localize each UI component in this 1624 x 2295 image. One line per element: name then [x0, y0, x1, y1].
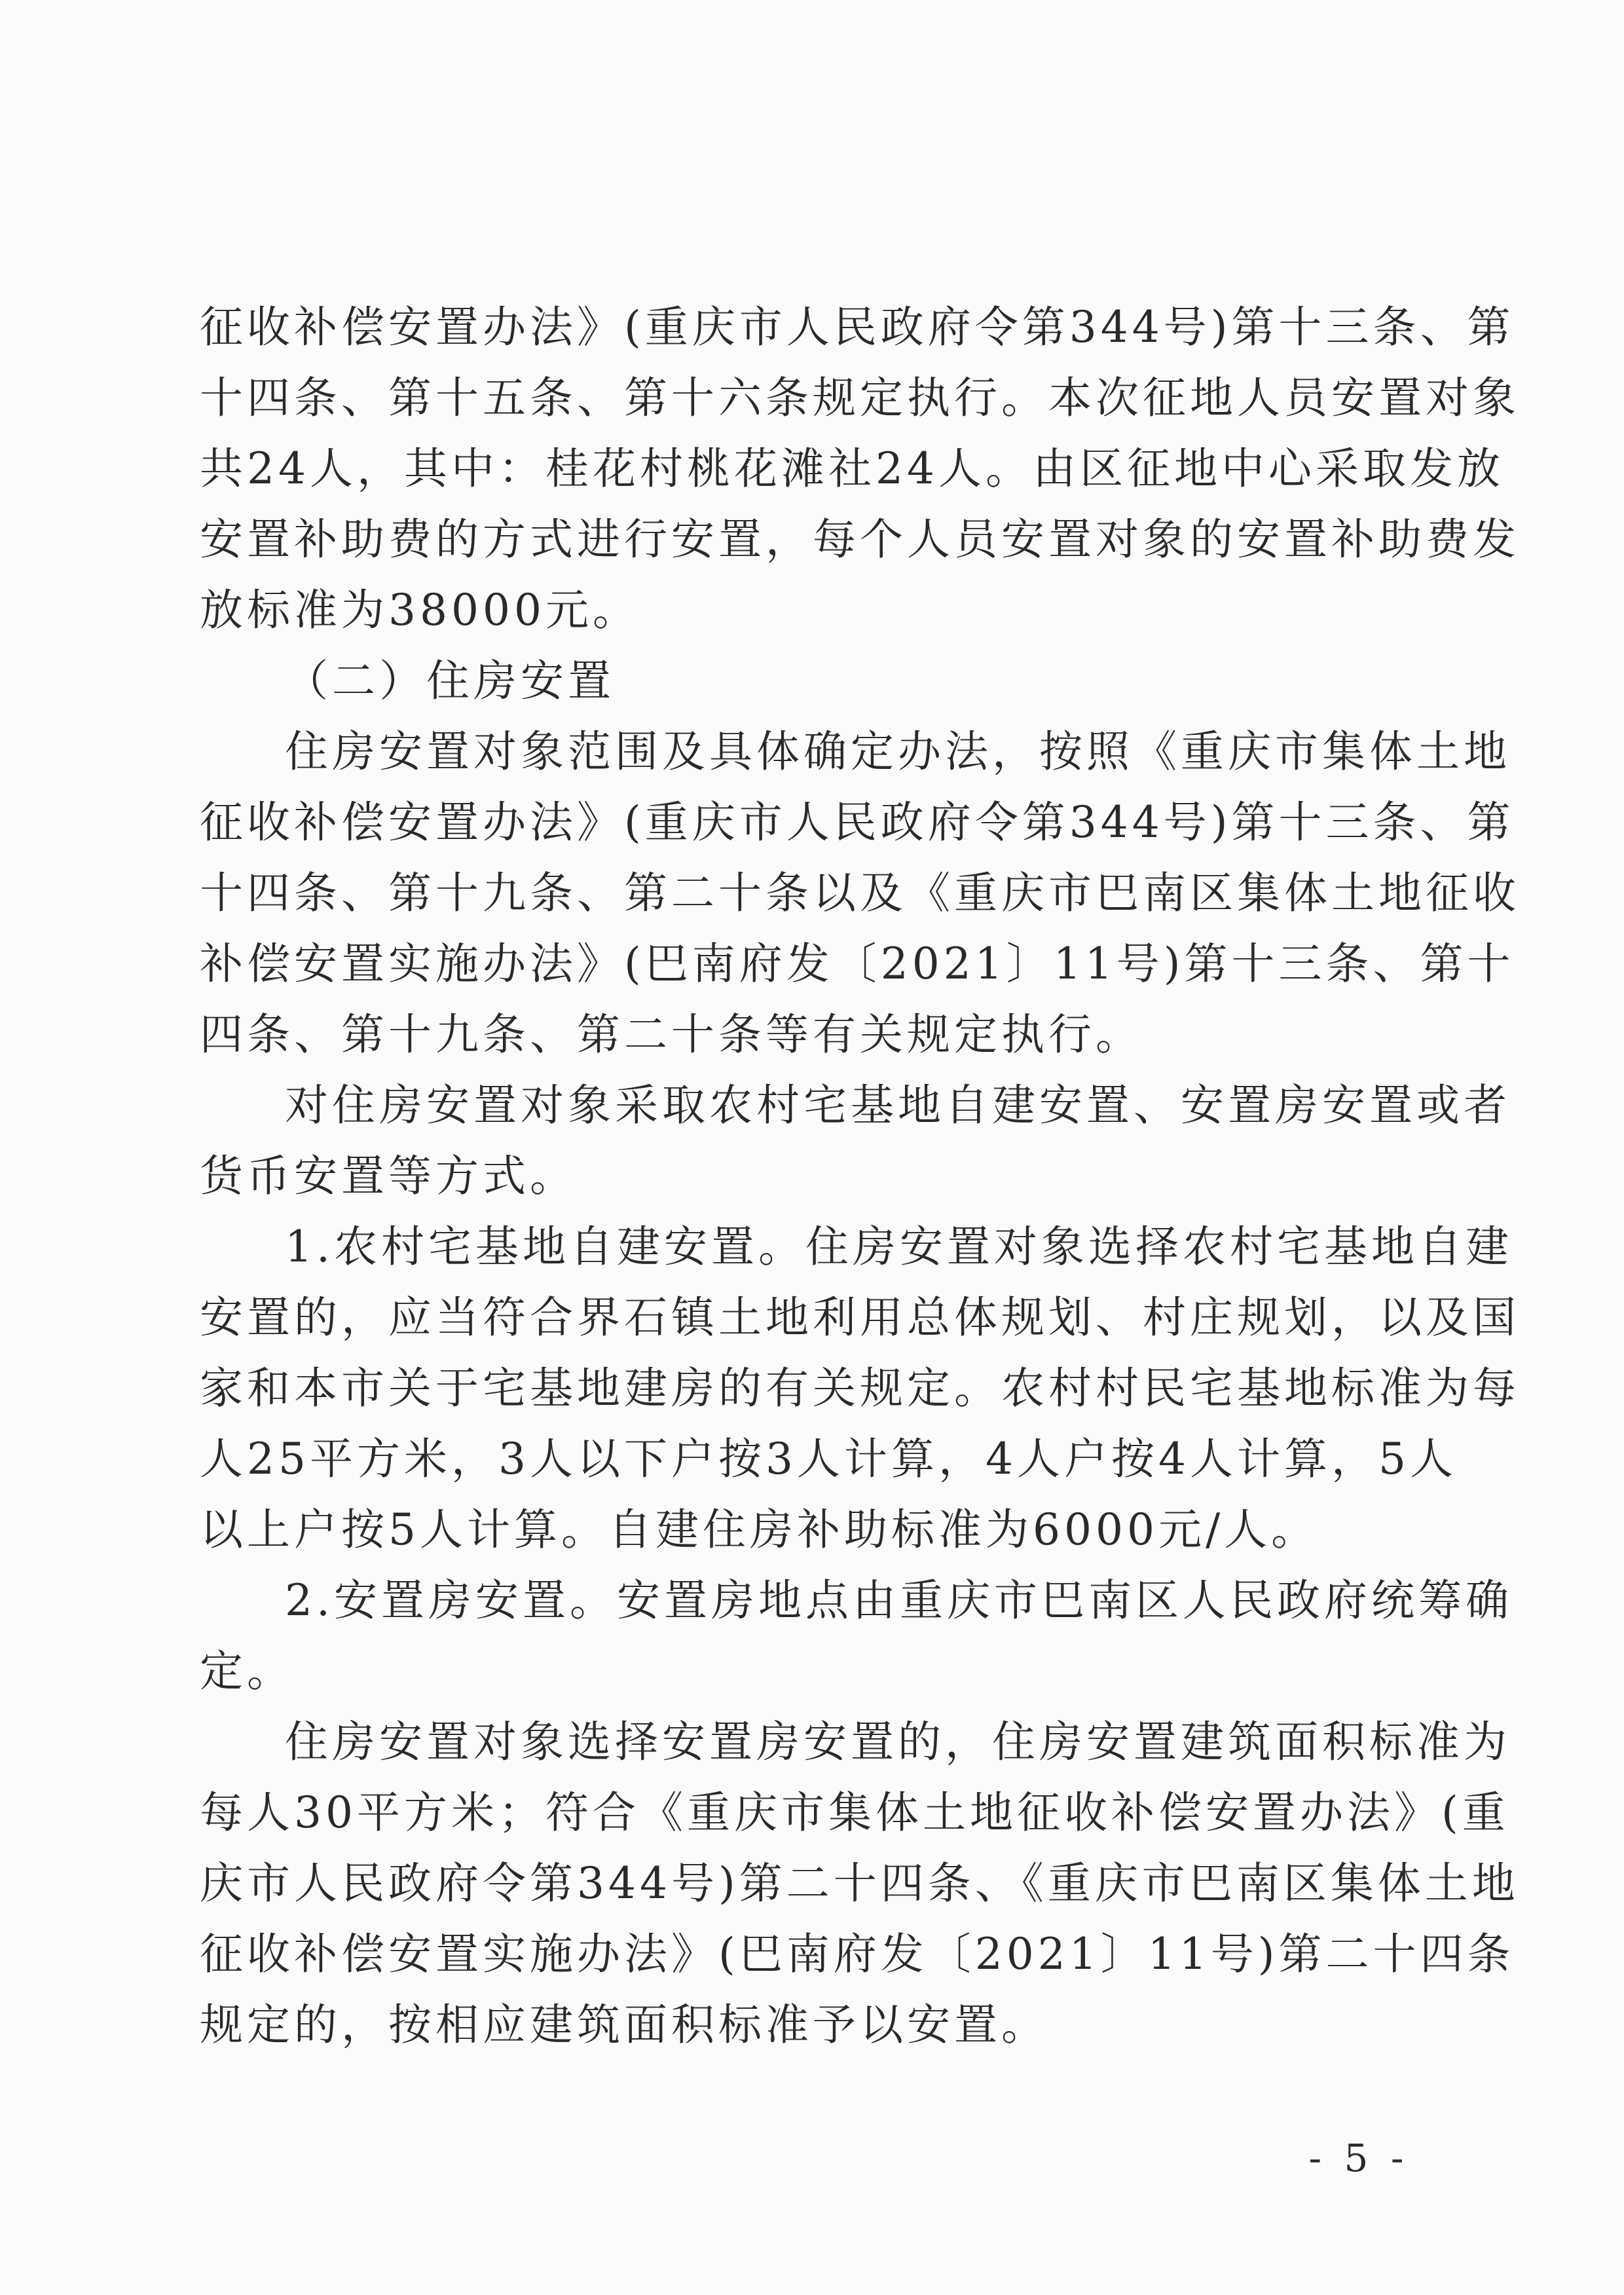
paragraph-line: 货币安置等方式。 — [200, 1151, 577, 1201]
paragraph-line: 四条、第十九条、第二十条等有关规定执行。 — [200, 1009, 1143, 1060]
paragraph-line: 征收补偿安置办法》(重庆市人民政府令第344号)第十三条、第 — [200, 797, 1515, 848]
paragraph-line: 对住房安置对象采取农村宅基地自建安置、安置房安置或者 — [285, 1080, 1511, 1130]
paragraph-line: 补偿安置实施办法》(巴南府发〔2021〕11号)第十三条、第十 — [200, 939, 1515, 989]
section-heading: （二）住房安置 — [285, 656, 615, 706]
paragraph-line: 安置补助费的方式进行安置，每个人员安置对象的安置补助费发 — [200, 514, 1520, 565]
paragraph-line: 住房安置对象范围及具体确定办法，按照《重庆市集体土地 — [285, 726, 1511, 777]
paragraph-line: 十四条、第十九条、第二十条以及《重庆市巴南区集体土地征收 — [200, 868, 1520, 918]
paragraph-line: 2.安置房安置。安置房地点由重庆市巴南区人民政府统筹确 — [285, 1575, 1513, 1626]
paragraph-line: 以上户按5人计算。自建住房补助标准为6000元/人。 — [200, 1504, 1319, 1555]
paragraph-line: 庆市人民政府令第344号)第二十四条、《重庆市巴南区集体土地 — [200, 1858, 1519, 1909]
paragraph-line: 征收补偿安置办法》(重庆市人民政府令第344号)第十三条、第 — [200, 302, 1515, 352]
paragraph-line: 共24人，其中：桂花村桃花滩社24人。由区征地中心采取发放 — [200, 443, 1504, 494]
paragraph-line: 征收补偿安置实施办法》(巴南府发〔2021〕11号)第二十四条 — [200, 1929, 1515, 1979]
paragraph-line: 每人30平方米；符合《重庆市集体土地征收补偿安置办法》(重 — [200, 1787, 1509, 1838]
page-number: - 5 - — [1308, 2136, 1409, 2180]
paragraph-line: 家和本市关于宅基地建房的有关规定。农村村民宅基地标准为每 — [200, 1363, 1520, 1413]
paragraph-line: 人25平方米，3人以下户按3人计算，4人户按4人计算，5人 — [200, 1434, 1457, 1484]
paragraph-line: 定。 — [200, 1646, 294, 1696]
paragraph-line: 安置的，应当符合界石镇土地利用总体规划、村庄规划，以及国 — [200, 1292, 1520, 1343]
paragraph-line: 住房安置对象选择安置房安置的，住房安置建筑面积标准为 — [285, 1717, 1511, 1767]
paragraph-line: 规定的，按相应建筑面积标准予以安置。 — [200, 2000, 1048, 2050]
paragraph-line: 放标准为38000元。 — [200, 585, 640, 635]
paragraph-line: 1.农村宅基地自建安置。住房安置对象选择农村宅基地自建 — [285, 1222, 1513, 1272]
paragraph-line: 十四条、第十五条、第十六条规定执行。本次征地人员安置对象 — [200, 373, 1520, 423]
